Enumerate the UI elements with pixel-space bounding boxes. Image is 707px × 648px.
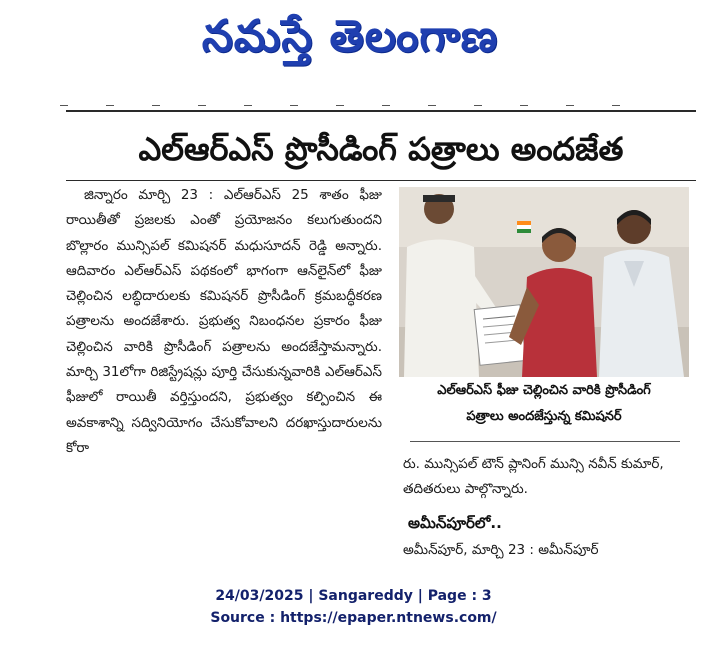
article-body-column	[66, 183, 382, 563]
caption-divider	[410, 441, 680, 442]
clipped-text-row	[60, 92, 680, 106]
section-subhead: అమీన్‌పూర్‌లో..	[408, 514, 502, 532]
clipped-text-row-bottom	[403, 562, 693, 568]
news-photo	[399, 187, 689, 377]
headline-bottom-rule	[66, 180, 696, 181]
caption-line-2: పత్రాలు అందజేస్తున్న కమిషనర్‌	[466, 409, 622, 424]
article-continuation: రు. మున్సిపల్‌ టౌన్‌ ప్లానింగ్‌ మున్సి నవీన్‌ కుమార్‌, తదితరులు పాల్గొన్నారు.	[403, 456, 664, 497]
photo-caption	[399, 378, 689, 436]
masthead-logo: నమస్తే తెలంగాణ	[201, 11, 499, 62]
edition-info: 24/03/2025 | Sangareddy | Page : 3	[215, 588, 492, 604]
article-body: జిన్నారం మార్చి 23 : ఎల్‌ఆర్‌ఎస్‌ 25 శాతం ఫీజు రాయితీతో ప్రజలకు ఎంతో ప్రయోజనం కలుగుతుందని బొల్లారం మున్సిపల్‌ కమిషనర్‌ మధుసూదన్‌ రెడ్డి అన్నారు. ఆదివారం ఎల్‌ఆర్‌ఎస్‌ పథకంలో భాగంగా ఆన్‌లైన్‌లో ఫీజు చెల్లించిన లబ్ధిదారులకు కమిషనర్‌ ప్రొసీడింగ్‌ క్రమబద్ధీకరణ పత్రాలను అందజేశారు. ప్రభుత్వ నిబంధనల ప్రకారం ఫీజు చెల్లించిన వారికి ప్రొసీడింగ్‌ పత్రాలను అందజేస్తామన్నారు. మార్చి 31లోగా రిజిస్ట్రేషన్లు పూర్తి చేసుకున్నవారికి ఎల్‌ఆర్‌ఎస్‌ ఫీజులో రాయితీ వర్తిస్తుందని, ప్రభుత్వం కల్పించిన ఈ అవకాశాన్ని సద్వినియోగం చేసుకోవాలని దరఖాస్తుదారులను కోరా	[66, 187, 382, 456]
caption-line-1: ఎల్‌ఆర్‌ఎస్‌ ఫీజు చెల్లించిన వారికి ప్రొసీడింగ్‌	[437, 383, 651, 398]
clipping-footer	[0, 585, 707, 629]
headline: ఎల్‌ఆర్‌ఎస్‌ ప్రొసీడింగ్‌ పత్రాలు అందజేత	[138, 130, 624, 168]
headline-top-rule	[66, 110, 696, 112]
source-url: Source : https://epaper.ntnews.com/	[210, 610, 497, 626]
next-article-start: అమీన్‌పూర్‌, మార్చి 23 : అమీన్‌పూర్‌	[403, 542, 599, 558]
